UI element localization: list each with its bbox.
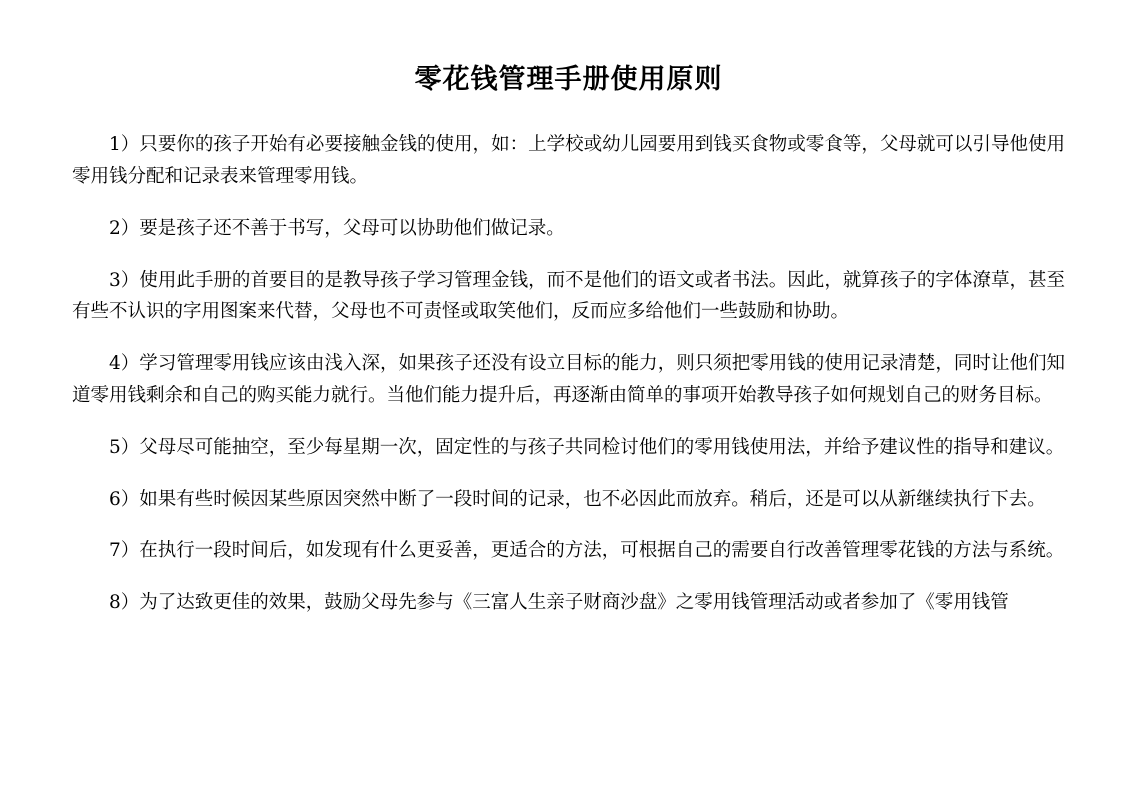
page-title: 零花钱管理手册使用原则	[414, 64, 723, 95]
paragraph-7: 7）在执行一段时间后，如发现有什么更妥善，更适合的方法，可根据自己的需要自行改善管理零花钱的方法与系统。	[109, 540, 1065, 562]
paragraph-5: 5）父母尽可能抽空，至少每星期一次，固定性的与孩子共同检讨他们的零用钱使用法，并给予建议性的指导和建议。	[109, 436, 1065, 458]
paragraph-3: 3）使用此手册的首要目的是教导孩子学习管理金钱，而不是他们的语文或者书法。因此，就算孩子的字体潦草，甚至有些不认识的字用图案来代替，父母也不可责怪或取笑他们，反而应多给他们一些鼓励和协助。	[72, 269, 1065, 323]
paragraph-2: 2）要是孩子还不善于书写，父母可以协助他们做记录。	[109, 217, 565, 239]
paragraph-6: 6）如果有些时候因某些原因突然中断了一段时间的记录，也不必因此而放弃。稍后，还是可以从新继续执行下去。	[109, 488, 1046, 510]
paragraph-4: 4）学习管理零用钱应该由浅入深，如果孩子还没有设立目标的能力，则只须把零用钱的使用记录清楚，同时让他们知道零用钱剩余和自己的购买能力就行。当他们能力提升后，再逐渐由简单的事项开始教导孩子如何规划自己的财务目标。	[72, 353, 1065, 406]
paragraph-1: 1）只要你的孩子开始有必要接触金钱的使用，如：上学校或幼儿园要用到钱买食物或零食等，父母就可以引导他使用零用钱分配和记录表来管理零用钱。	[72, 134, 1065, 187]
paragraph-8: 8）为了达致更佳的效果，鼓励父母先参与《三富人生亲子财商沙盘》之零用钱管理活动或者参加了《零用钱管	[109, 592, 1009, 614]
document-body	[72, 129, 1065, 619]
